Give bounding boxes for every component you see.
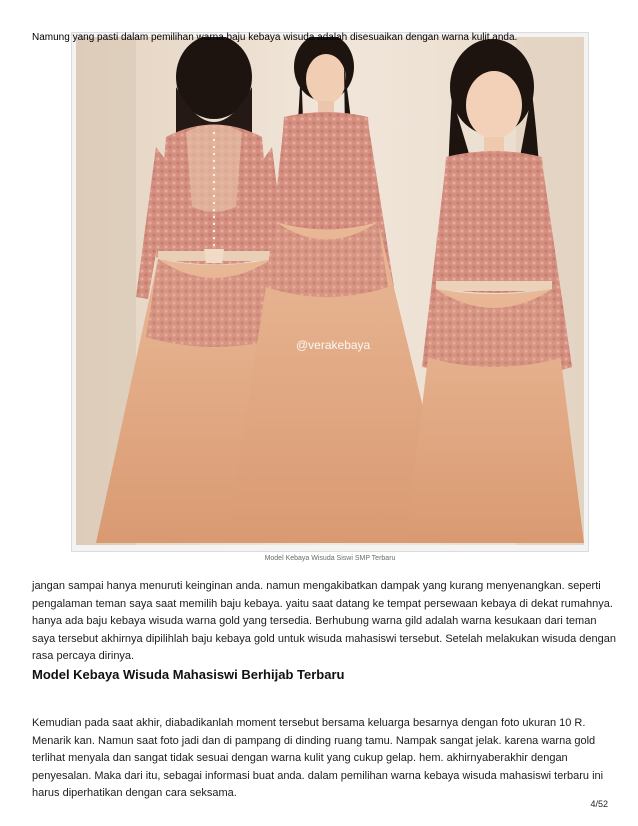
intro-text: Namung yang pasti dalam pemilihan warna baju kebaya wisuda adalah disesuaikan dengan warna kulit anda. <box>32 32 518 43</box>
paragraph-2: Kemudian pada saat akhir, diabadikanlah moment tersebut bersama keluarga besarnya dengan foto ukuran 10 R. Menarik kan. Namun saat foto jadi dan di pampang di dinding ruang tamu. Nampak sangat jelak. karena warna gold terlihat menyala dan sangat tidak sesuai dengan warna kulit yang cukup gelap. hem. akhirnyaberakhir dengan penyesalan. Maka dari itu, sebagai informasi buat anda. dalam pemilihan warna kebaya wisuda mahasiswi terbaru ini harus diperhatikan dengan cara seksama. <box>32 717 604 799</box>
page-number: 4/52 <box>590 799 608 809</box>
section-heading: Model Kebaya Wisuda Mahasiswi Berhijab Terbaru <box>32 667 345 682</box>
kebaya-photo-illustration <box>76 37 584 545</box>
kebaya-photo <box>76 37 584 545</box>
figure-frame <box>71 32 589 552</box>
figure-caption: Model Kebaya Wisuda Siswi SMP Terbaru <box>264 555 396 562</box>
photo-watermark: @verakebaya <box>296 338 371 352</box>
paragraph-1: jangan sampai hanya menuruti keinginan anda. namun mengakibatkan dampak yang kurang menyenangkan. seperti pengalaman teman saya saat memilih baju kebaya. yaitu saat datang ke tempat persewaan kebaya di dekat rumahnya. hanya ada baju kebaya wisuda warna gold yang tersedia. Berhubung warna gild adalah warna kesukaan dari teman saya tersebut akhirnya dipilihlah baju kebaya gold untuk wisuda mahasiswi tersebut. Setelah melakukan wisuda dengan rasa percaya dirinya. <box>32 580 616 662</box>
